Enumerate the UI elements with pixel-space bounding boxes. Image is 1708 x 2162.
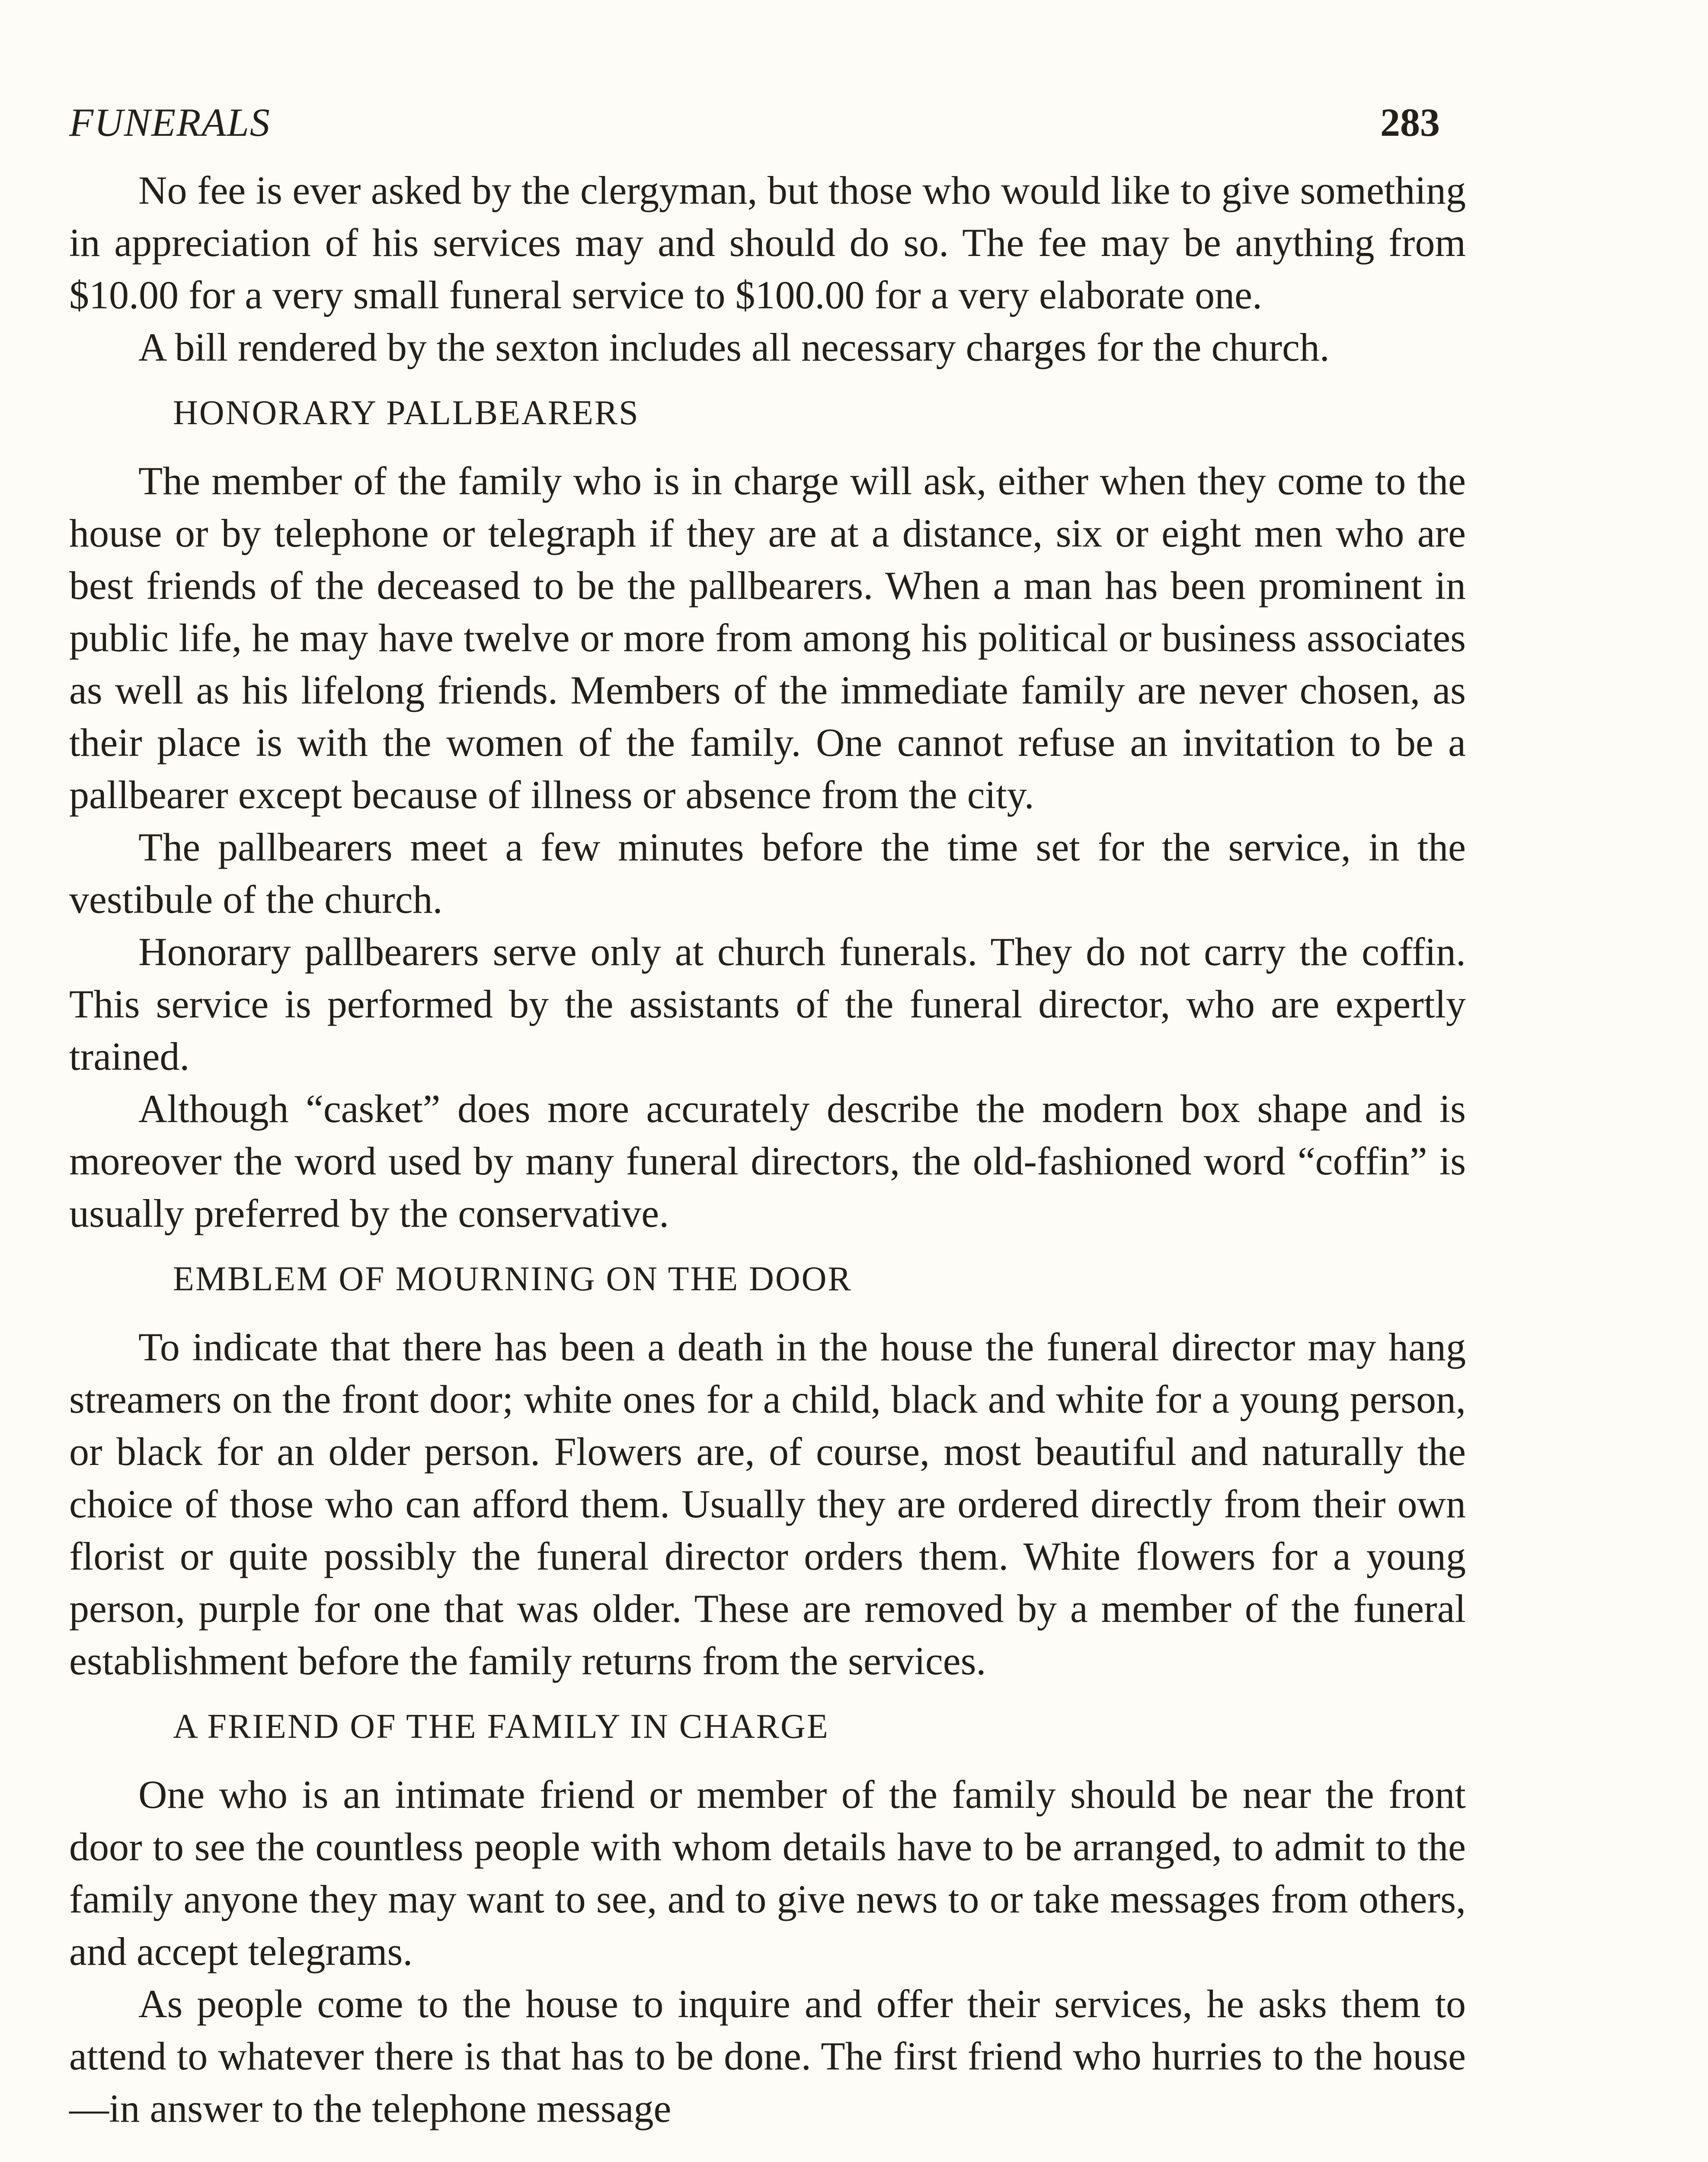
book-page	[69, 99, 1466, 2135]
paragraph: The member of the family who is in charge will ask, either when they come to the house or by telephone or telegraph if they are at a distance, six or eight men who are best friends of the deceased to be the pallbearers. When a man has been prominent in public life, he may have twelve or more from among his political or business associates as well as his lifelong friends. Members of the immediate family are never chosen, as their place is with the women of the family. One cannot refuse an invitation to be a pallbearer except because of illness or absence from the city.	[69, 459, 1466, 817]
paragraph: Honorary pallbearers serve only at church funerals. They do not carry the coffin. This service is performed by the assistants of the funeral director, who are expertly trained.	[69, 930, 1466, 1078]
paragraph: To indicate that there has been a death in the house the funeral director may hang streamers on the front door; white ones for a child, black and white for a young person, or black for an older person. Flowers are, of course, most beautiful and naturally the choice of those who can afford them. Usually they are ordered directly from their own florist or quite possibly the funeral director orders them. White flowers for a young person, purple for one that was older. These are removed by a member of the funeral establishment before the family returns from the services.	[69, 1325, 1466, 1683]
section-heading: EMBLEM OF MOURNING ON THE DOOR	[173, 1260, 852, 1298]
section-heading: A FRIEND OF THE FAMILY IN CHARGE	[173, 1708, 829, 1746]
page-number: 283	[1380, 100, 1440, 144]
paragraph: As people come to the house to inquire and offer their services, he asks them to attend to whatever there is that has to be done. The first friend who hurries to the house—in answer to the telephone message	[69, 1982, 1466, 2130]
paragraph: Although “casket” does more accurately describe the modern box shape and is moreover the word used by many funeral directors, the old-fashioned word “coffin” is usually preferred by the conservative.	[69, 1087, 1466, 1235]
section-heading: HONORARY PALLBEARERS	[173, 394, 640, 432]
paragraph: A bill rendered by the sexton includes all necessary charges for the church.	[138, 325, 1330, 369]
running-title: FUNERALS	[69, 100, 271, 144]
paragraph: No fee is ever asked by the clergyman, but those who would like to give something in appreciation of his services may and should do so. The fee may be anything from $10.00 for a very small funeral service to $100.00 for a very elaborate one.	[69, 168, 1466, 317]
paragraph: The pallbearers meet a few minutes before the time set for the service, in the vestibule of the church.	[69, 825, 1466, 921]
running-head	[69, 99, 1466, 164]
paragraph: One who is an intimate friend or member of the family should be near the front door to see the countless people with whom details have to be arranged, to admit to the family anyone they may want to see, and to give news to or take messages from others, and accept telegrams.	[69, 1772, 1466, 1973]
